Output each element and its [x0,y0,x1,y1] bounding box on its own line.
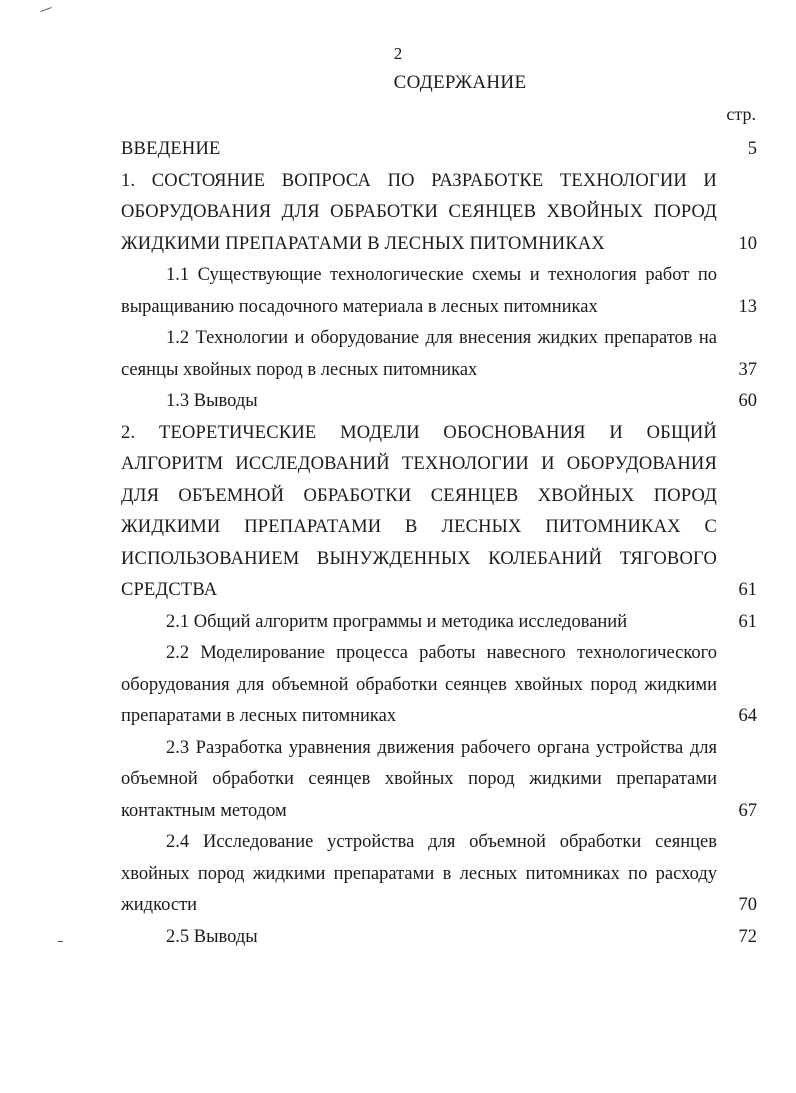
toc-entry-section-1-3[interactable] [121,386,757,418]
toc-entry-section-2-5[interactable] [121,922,757,954]
page-number: 2 [393,44,403,63]
toc-entry-chapter-2[interactable] [121,418,757,607]
toc-entry-section-2-2[interactable] [121,638,757,733]
toc-entry-section-2-4[interactable] [121,827,757,922]
toc-entry-text: 1.2 Технологии и оборудование для внесения жидких препаратов на сеянцы хвойных пород в лесных питомниках [121,328,717,380]
page-column-label: стр. [726,104,756,124]
toc-entry-page: 72 [738,926,757,947]
toc-entry-chapter-1[interactable] [121,166,757,261]
toc-entry-text: 2.2 Моделирование процесса работы навесного технологического оборудования для объемной обработки сеянцев хвойных пород жидкими препаратами в лесных питомниках [121,643,717,726]
toc-entry-page: 61 [738,580,757,600]
scan-mark-bottom-left [58,941,63,942]
toc-entry-section-2-1[interactable] [121,607,757,639]
toc-entry-page: 37 [738,359,757,380]
toc-entry-page: 70 [738,895,757,915]
toc-entry-section-1-1[interactable] [121,260,757,323]
toc-entry-text: 2.3 Разработка уравнения движения рабочего органа устройства для объемной обработки сеянцев хвойных пород жидкими препаратами контактным методом [121,737,717,821]
table-of-contents [121,134,757,953]
toc-entry-page: 13 [738,296,757,317]
toc-entry-text: 1.3 Выводы [166,391,258,411]
toc-entry-introduction[interactable] [121,134,757,166]
scan-mark-top-left [40,7,52,12]
toc-entry-section-1-2[interactable] [121,323,757,386]
toc-entry-page: 61 [738,611,757,632]
toc-entry-text: 2.5 Выводы [166,926,258,947]
toc-entry-page: 10 [738,233,757,254]
toc-entry-text: ВВЕДЕНИЕ [121,139,221,159]
toc-entry-page: 67 [738,800,757,821]
toc-entry-text: 2.1 Общий алгоритм программы и методика исследований [166,611,628,632]
toc-entry-text: 2. ТЕОРЕТИЧЕСКИЕ МОДЕЛИ ОБОСНОВАНИЯ И ОБЩИЙ АЛГОРИТМ ИССЛЕДОВАНИЙ ТЕХНОЛОГИИ И ОБОРУДОВАНИЯ ДЛЯ ОБЪЕМНОЙ ОБРАБОТКИ СЕЯНЦЕВ ХВОЙНЫХ ПОРОД ЖИДКИМИ ПРЕПАРАТАМИ В ЛЕСНЫХ ПИТОМНИКАХ С ИСПОЛЬЗОВАНИЕМ ВЫНУЖДЕННЫХ КОЛЕБАНИЙ ТЯГОВОГО СРЕДСТВА [121,422,717,600]
toc-entry-text: 2.4 Исследование устройства для объемной обработки сеянцев хвойных пород жидкими препаратами в лесных питомниках по расходу жидкости [121,832,717,915]
toc-entry-page: 64 [738,706,757,726]
page-title: СОДЕРЖАНИЕ [393,72,527,93]
toc-entry-section-2-3[interactable] [121,733,757,828]
toc-entry-text: 1. СОСТОЯНИЕ ВОПРОСА ПО РАЗРАБОТКЕ ТЕХНОЛОГИИ И ОБОРУДОВАНИЯ ДЛЯ ОБРАБОТКИ СЕЯНЦЕВ ХВОЙНЫХ ПОРОД ЖИДКИМИ ПРЕПАРАТАМИ В ЛЕСНЫХ ПИТОМНИКАХ [121,170,717,254]
toc-entry-text: 1.1 Существующие технологические схемы и технология работ по выращиванию посадочного материала в лесных питомниках [121,265,717,317]
toc-entry-page: 5 [747,139,757,159]
toc-entry-page: 60 [738,391,757,411]
